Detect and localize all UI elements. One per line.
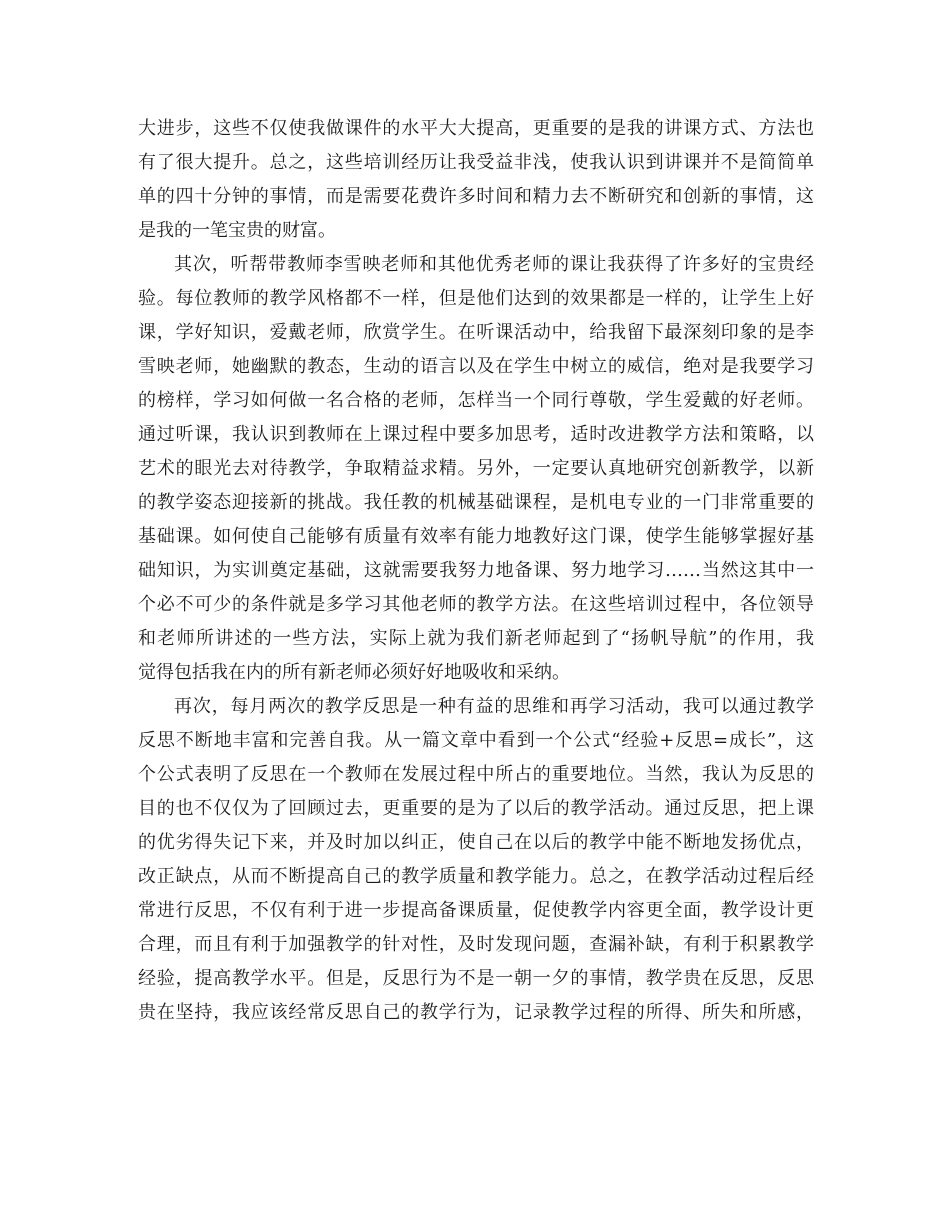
text-line: 础知识，为实训奠定基础，这就需要我努力地备课、努力地学习……当然这其中一 — [138, 560, 814, 581]
paragraph-1 — [138, 112, 814, 248]
text-line: 艺术的眼光去对待教学，争取精益求精。另外，一定要认真地研究创新教学，以新 — [138, 458, 814, 479]
text-line: 合理，而且有利于加强教学的针对性，及时发现问题，查漏补缺，有利于积累教学 — [138, 934, 814, 955]
paragraph-3 — [138, 690, 814, 1030]
text-line: 觉得包括我在内的所有新老师必须好好地吸收和采纳。 — [138, 662, 570, 683]
text-line: 的优劣得失记下来，并及时加以纠正，使自己在以后的教学中能不断地发扬优点， — [138, 832, 814, 853]
text-line: 验。每位教师的教学风格都不一样，但是他们达到的效果都是一样的，让学生上好 — [138, 288, 814, 309]
text-line: 改正缺点，从而不断提高自己的教学质量和教学能力。总之，在教学活动过程后经 — [138, 866, 814, 887]
text-line: 基础课。如何使自己能够有质量有效率有能力地教好这门课，使学生能够掌握好基 — [138, 526, 814, 547]
text-line: 通过听课，我认识到教师在上课过程中要多加思考，适时改进教学方法和策略，以 — [138, 424, 814, 445]
text-line: 再次，每月两次的教学反思是一种有益的思维和再学习活动，我可以通过教学 — [174, 696, 814, 717]
text-line: 经验，提高教学水平。但是，反思行为不是一朝一夕的事情，教学贵在反思，反思 — [138, 968, 814, 989]
text-line: 和老师所讲述的一些方法，实际上就为我们新老师起到了“扬帆导航”的作用，我 — [138, 628, 814, 649]
text-line: 贵在坚持，我应该经常反思自己的教学行为，记录教学过程的所得、所失和所感， — [138, 1002, 814, 1023]
document-page — [138, 112, 814, 1030]
text-line: 的教学姿态迎接新的挑战。我任教的机械基础课程，是机电专业的一门非常重要的 — [138, 492, 814, 513]
text-line: 有了很大提升。总之，这些培训经历让我受益非浅，使我认识到讲课并不是简简单 — [138, 152, 814, 173]
text-line: 个必不可少的条件就是多学习其他老师的教学方法。在这些培训过程中，各位领导 — [138, 594, 814, 615]
text-line: 大进步，这些不仅使我做课件的水平大大提高，更重要的是我的讲课方式、方法也 — [138, 118, 814, 139]
text-line: 个公式表明了反思在一个教师在发展过程中所占的重要地位。当然，我认为反思的 — [138, 764, 814, 785]
text-line: 反思不断地丰富和完善自我。从一篇文章中看到一个公式“经验+反思=成长”，这 — [138, 730, 814, 751]
text-line: 的榜样，学习如何做一名合格的老师，怎样当一个同行尊敬，学生爱戴的好老师。 — [138, 390, 814, 411]
text-line: 其次，听帮带教师李雪映老师和其他优秀老师的课让我获得了许多好的宝贵经 — [174, 254, 814, 275]
text-line: 课，学好知识，爱戴老师，欣赏学生。在听课活动中，给我留下最深刻印象的是李 — [138, 322, 814, 343]
text-line: 是我的一笔宝贵的财富。 — [138, 220, 336, 241]
text-line: 常进行反思，不仅有利于进一步提高备课质量，促使教学内容更全面，教学设计更 — [138, 900, 814, 921]
paragraph-2 — [138, 248, 814, 690]
text-line: 雪映老师，她幽默的教态，生动的语言以及在学生中树立的威信，绝对是我要学习 — [138, 356, 814, 377]
text-line: 目的也不仅仅为了回顾过去，更重要的是为了以后的教学活动。通过反思，把上课 — [138, 798, 814, 819]
text-line: 单的四十分钟的事情，而是需要花费许多时间和精力去不断研究和创新的事情，这 — [138, 186, 814, 207]
